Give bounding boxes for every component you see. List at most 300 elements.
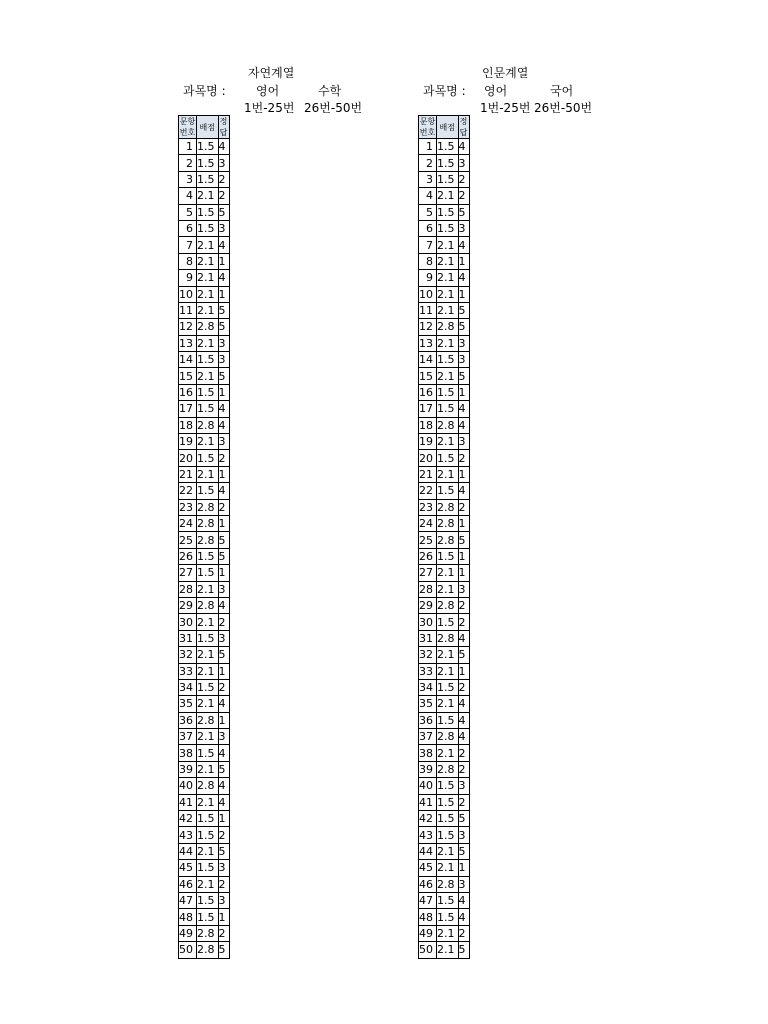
table-row	[179, 171, 230, 187]
question-number-cell: 20	[419, 450, 437, 466]
points-cell: 1.5	[437, 892, 459, 908]
question-number-cell: 20	[179, 450, 197, 466]
points-cell: 1.5	[197, 139, 219, 155]
points-cell: 2.8	[437, 630, 459, 646]
points-cell: 2.8	[197, 515, 219, 531]
question-number-cell: 32	[179, 647, 197, 663]
table-row	[179, 597, 230, 613]
question-number-cell: 14	[179, 352, 197, 368]
answer-cell: 2	[218, 450, 229, 466]
points-cell: 2.1	[437, 466, 459, 482]
points-cell: 1.5	[197, 548, 219, 564]
answer-cell: 2	[218, 925, 229, 941]
table-row	[179, 434, 230, 450]
answer-cell: 4	[218, 696, 229, 712]
table-row	[419, 876, 470, 892]
question-number-cell: 13	[179, 335, 197, 351]
table-row	[419, 171, 470, 187]
points-cell: 1.5	[437, 548, 459, 564]
points-cell: 2.1	[437, 942, 459, 958]
question-number-cell: 44	[179, 843, 197, 859]
question-number-cell: 12	[179, 319, 197, 335]
table-row	[419, 270, 470, 286]
answer-cell: 4	[458, 729, 469, 745]
table-row	[419, 302, 470, 318]
question-number-cell: 17	[419, 401, 437, 417]
answer-cell: 4	[458, 270, 469, 286]
table-row	[419, 565, 470, 581]
answer-cell: 4	[458, 909, 469, 925]
question-number-cell: 49	[179, 925, 197, 941]
question-number-cell: 34	[419, 679, 437, 695]
table-row	[419, 597, 470, 613]
table-row	[179, 515, 230, 531]
question-number-cell: 19	[179, 434, 197, 450]
points-cell: 2.8	[197, 942, 219, 958]
answer-cell: 5	[458, 319, 469, 335]
answer-cell: 3	[458, 220, 469, 236]
points-cell: 1.5	[197, 384, 219, 400]
question-number-cell: 50	[179, 942, 197, 958]
points-cell: 2.8	[197, 532, 219, 548]
points-cell: 1.5	[437, 778, 459, 794]
answer-cell: 4	[218, 139, 229, 155]
table-row	[179, 335, 230, 351]
question-number-cell: 11	[179, 302, 197, 318]
category-title: 자연계열	[248, 66, 295, 80]
question-number-cell: 31	[179, 630, 197, 646]
question-number-cell: 22	[419, 483, 437, 499]
table-row	[419, 712, 470, 728]
table-row	[419, 729, 470, 745]
question-number-cell: 49	[419, 925, 437, 941]
question-number-cell: 47	[179, 892, 197, 908]
answer-cell: 1	[218, 466, 229, 482]
question-number-cell: 26	[419, 548, 437, 564]
question-number-cell: 6	[419, 220, 437, 236]
points-cell: 2.1	[197, 696, 219, 712]
table-row	[179, 729, 230, 745]
table-row	[419, 368, 470, 384]
answer-cell: 2	[218, 679, 229, 695]
answer-cell: 3	[458, 434, 469, 450]
answer-cell: 4	[458, 483, 469, 499]
answer-cell: 5	[218, 761, 229, 777]
answer-cell: 1	[218, 909, 229, 925]
points-cell: 2.1	[437, 188, 459, 204]
answer-cell: 5	[458, 647, 469, 663]
answer-cell: 2	[458, 745, 469, 761]
table-row	[419, 417, 470, 433]
points-cell: 1.5	[437, 220, 459, 236]
question-number-cell: 8	[179, 253, 197, 269]
question-number-cell: 39	[419, 761, 437, 777]
table-row	[419, 188, 470, 204]
answer-cell: 3	[218, 581, 229, 597]
points-cell: 2.1	[437, 565, 459, 581]
answer-cell: 5	[218, 368, 229, 384]
question-number-cell: 36	[419, 712, 437, 728]
table-row	[179, 270, 230, 286]
table-row	[419, 892, 470, 908]
table-row	[179, 745, 230, 761]
question-number-cell: 23	[179, 499, 197, 515]
question-number-cell: 10	[179, 286, 197, 302]
question-number-cell: 46	[179, 876, 197, 892]
table-row	[179, 450, 230, 466]
question-number-cell: 46	[419, 876, 437, 892]
question-number-cell: 23	[419, 499, 437, 515]
points-cell: 1.5	[437, 155, 459, 171]
table-row	[179, 712, 230, 728]
question-number-cell: 12	[419, 319, 437, 335]
table-row	[419, 335, 470, 351]
table-row	[419, 499, 470, 515]
answer-cell: 3	[218, 892, 229, 908]
column-header: 문항번호	[179, 117, 196, 137]
answer-cell: 1	[458, 253, 469, 269]
table-row	[179, 417, 230, 433]
answer-cell: 3	[458, 335, 469, 351]
table-row	[419, 647, 470, 663]
answer-cell: 2	[458, 188, 469, 204]
table-row	[179, 942, 230, 958]
column-header: 정답	[459, 117, 468, 137]
answer-cell: 3	[458, 352, 469, 368]
table-row	[419, 155, 470, 171]
answer-cell: 1	[218, 565, 229, 581]
points-cell: 1.5	[197, 827, 219, 843]
question-number-cell: 37	[419, 729, 437, 745]
table-row	[179, 188, 230, 204]
table-row	[419, 532, 470, 548]
answer-table	[178, 115, 230, 959]
answer-cell: 4	[458, 237, 469, 253]
question-number-cell: 41	[419, 794, 437, 810]
subject-2: 국어	[550, 84, 574, 98]
points-cell: 2.1	[197, 729, 219, 745]
answer-cell: 5	[218, 843, 229, 859]
table-row	[179, 548, 230, 564]
points-cell: 2.8	[197, 778, 219, 794]
question-number-cell: 27	[179, 565, 197, 581]
question-number-cell: 16	[179, 384, 197, 400]
question-number-cell: 2	[179, 155, 197, 171]
answer-cell: 3	[218, 352, 229, 368]
table-row	[419, 679, 470, 695]
answer-cell: 4	[218, 778, 229, 794]
points-cell: 2.8	[437, 729, 459, 745]
table-row	[419, 483, 470, 499]
answer-cell: 2	[458, 499, 469, 515]
question-number-cell: 9	[179, 270, 197, 286]
points-cell: 2.8	[197, 417, 219, 433]
table-row	[419, 220, 470, 236]
table-row	[179, 778, 230, 794]
table-row	[419, 811, 470, 827]
answer-cell: 5	[218, 647, 229, 663]
points-cell: 1.5	[197, 352, 219, 368]
points-cell: 2.1	[437, 270, 459, 286]
points-cell: 1.5	[197, 450, 219, 466]
points-cell: 2.1	[197, 647, 219, 663]
answer-cell: 2	[458, 597, 469, 613]
points-cell: 2.1	[197, 368, 219, 384]
question-number-cell: 50	[419, 942, 437, 958]
points-cell: 2.1	[437, 696, 459, 712]
answer-cell: 2	[458, 925, 469, 941]
table-row	[419, 630, 470, 646]
question-number-cell: 40	[179, 778, 197, 794]
table-header-row	[179, 116, 230, 139]
points-cell: 2.1	[437, 286, 459, 302]
answer-cell: 4	[458, 417, 469, 433]
table-row	[419, 663, 470, 679]
points-cell: 2.1	[437, 925, 459, 941]
points-cell: 2.1	[437, 335, 459, 351]
points-cell: 1.5	[197, 679, 219, 695]
table-row	[179, 319, 230, 335]
question-number-cell: 35	[419, 696, 437, 712]
table-row	[179, 565, 230, 581]
question-number-cell: 22	[179, 483, 197, 499]
question-number-cell: 33	[179, 663, 197, 679]
answer-cell: 3	[218, 860, 229, 876]
answer-cell: 1	[218, 712, 229, 728]
answer-cell: 5	[218, 319, 229, 335]
answer-cell: 1	[218, 515, 229, 531]
question-number-cell: 6	[179, 220, 197, 236]
table-row	[179, 663, 230, 679]
answer-cell: 3	[218, 155, 229, 171]
answer-cell: 5	[458, 204, 469, 220]
table-row	[179, 630, 230, 646]
points-cell: 2.8	[437, 417, 459, 433]
answer-cell: 5	[458, 811, 469, 827]
answer-cell: 4	[458, 696, 469, 712]
answer-cell: 5	[218, 548, 229, 564]
question-number-cell: 9	[419, 270, 437, 286]
table-row	[419, 352, 470, 368]
question-number-cell: 35	[179, 696, 197, 712]
table-row	[179, 614, 230, 630]
question-number-cell: 30	[419, 614, 437, 630]
table-row	[419, 794, 470, 810]
question-number-cell: 42	[419, 811, 437, 827]
table-row	[419, 319, 470, 335]
question-number-cell: 41	[179, 794, 197, 810]
answer-cell: 2	[458, 761, 469, 777]
question-number-cell: 34	[179, 679, 197, 695]
points-cell: 1.5	[437, 794, 459, 810]
points-cell: 2.1	[197, 761, 219, 777]
table-row	[419, 466, 470, 482]
points-cell: 2.1	[437, 368, 459, 384]
points-cell: 2.8	[197, 925, 219, 941]
answer-cell: 4	[218, 483, 229, 499]
points-cell: 2.8	[197, 712, 219, 728]
table-row	[419, 434, 470, 450]
answer-cell: 3	[458, 876, 469, 892]
question-number-cell: 26	[179, 548, 197, 564]
answer-cell: 3	[458, 155, 469, 171]
points-cell: 2.1	[437, 663, 459, 679]
column-header: 정답	[219, 117, 228, 137]
table-row	[179, 286, 230, 302]
subject-2: 수학	[318, 84, 342, 98]
answer-cell: 3	[458, 827, 469, 843]
points-cell: 1.5	[197, 811, 219, 827]
points-cell: 2.8	[437, 597, 459, 613]
points-cell: 2.1	[197, 614, 219, 630]
points-cell: 1.5	[197, 565, 219, 581]
question-number-cell: 3	[419, 171, 437, 187]
question-number-cell: 25	[179, 532, 197, 548]
points-cell: 1.5	[197, 630, 219, 646]
answer-cell: 3	[458, 778, 469, 794]
points-cell: 2.1	[437, 647, 459, 663]
subject-1: 영어	[484, 84, 508, 98]
points-cell: 2.1	[197, 581, 219, 597]
answer-cell: 4	[218, 794, 229, 810]
question-number-cell: 2	[419, 155, 437, 171]
question-number-cell: 45	[419, 860, 437, 876]
question-number-cell: 7	[179, 237, 197, 253]
question-number-cell: 38	[419, 745, 437, 761]
table-row	[419, 860, 470, 876]
question-number-cell: 36	[179, 712, 197, 728]
points-cell: 2.8	[437, 499, 459, 515]
answer-cell: 4	[218, 401, 229, 417]
table-row	[419, 384, 470, 400]
points-cell: 2.1	[197, 434, 219, 450]
answer-cell: 4	[458, 139, 469, 155]
points-cell: 2.1	[197, 302, 219, 318]
table-row	[179, 679, 230, 695]
question-number-cell: 48	[419, 909, 437, 925]
answer-cell: 2	[218, 171, 229, 187]
table-row	[179, 843, 230, 859]
subject-1: 영어	[256, 84, 280, 98]
answer-cell: 5	[218, 532, 229, 548]
answer-cell: 1	[458, 565, 469, 581]
table-row	[419, 450, 470, 466]
points-cell: 1.5	[197, 220, 219, 236]
question-number-cell: 40	[419, 778, 437, 794]
question-number-cell: 27	[419, 565, 437, 581]
points-cell: 1.5	[437, 204, 459, 220]
table-row	[419, 696, 470, 712]
table-row	[179, 892, 230, 908]
points-cell: 2.1	[197, 237, 219, 253]
range-2: 26번-50번	[304, 101, 363, 115]
table-row	[419, 827, 470, 843]
points-cell: 2.1	[437, 302, 459, 318]
question-number-cell: 39	[179, 761, 197, 777]
question-number-cell: 44	[419, 843, 437, 859]
answer-cell: 2	[218, 827, 229, 843]
answer-cell: 5	[218, 302, 229, 318]
table-row	[419, 942, 470, 958]
answer-cell: 3	[218, 335, 229, 351]
table-row	[419, 286, 470, 302]
points-cell: 1.5	[437, 483, 459, 499]
subject-label: 과목명 :	[423, 84, 466, 98]
answer-cell: 1	[458, 548, 469, 564]
column-header: 배점	[437, 116, 459, 139]
question-number-cell: 37	[179, 729, 197, 745]
question-number-cell: 16	[419, 384, 437, 400]
table-row	[419, 548, 470, 564]
question-number-cell: 43	[179, 827, 197, 843]
question-number-cell: 18	[179, 417, 197, 433]
subject-label: 과목명 :	[183, 84, 226, 98]
points-cell: 2.1	[437, 843, 459, 859]
answer-cell: 4	[218, 745, 229, 761]
question-number-cell: 29	[419, 597, 437, 613]
table-row	[179, 794, 230, 810]
points-cell: 1.5	[197, 204, 219, 220]
answer-cell: 4	[458, 892, 469, 908]
answer-cell: 1	[458, 515, 469, 531]
category-title: 인문계열	[482, 66, 529, 80]
answer-cell: 1	[218, 811, 229, 827]
question-number-cell: 24	[179, 515, 197, 531]
question-number-cell: 28	[179, 581, 197, 597]
table-row	[179, 204, 230, 220]
question-number-cell: 18	[419, 417, 437, 433]
table-row	[419, 745, 470, 761]
points-cell: 1.5	[437, 679, 459, 695]
answer-cell: 2	[218, 188, 229, 204]
table-row	[419, 139, 470, 155]
question-number-cell: 31	[419, 630, 437, 646]
points-cell: 1.5	[197, 909, 219, 925]
question-number-cell: 15	[179, 368, 197, 384]
answer-cell: 4	[218, 270, 229, 286]
answer-cell: 5	[458, 843, 469, 859]
table-row	[179, 155, 230, 171]
table-row	[179, 466, 230, 482]
question-number-cell: 14	[419, 352, 437, 368]
points-cell: 2.1	[437, 860, 459, 876]
column-header: 배점	[197, 116, 219, 139]
points-cell: 1.5	[197, 745, 219, 761]
answer-cell: 1	[218, 663, 229, 679]
table-row	[419, 778, 470, 794]
points-cell: 2.8	[437, 515, 459, 531]
points-cell: 2.1	[197, 253, 219, 269]
points-cell: 2.8	[437, 319, 459, 335]
table-row	[179, 253, 230, 269]
table-row	[179, 647, 230, 663]
range-2: 26번-50번	[534, 101, 593, 115]
points-cell: 1.5	[437, 614, 459, 630]
table-row	[179, 827, 230, 843]
points-cell: 2.8	[437, 876, 459, 892]
points-cell: 2.1	[437, 237, 459, 253]
points-cell: 2.1	[197, 188, 219, 204]
answer-cell: 4	[458, 712, 469, 728]
answer-cell: 1	[218, 384, 229, 400]
table-row	[179, 401, 230, 417]
points-cell: 2.1	[437, 253, 459, 269]
answer-cell: 5	[218, 942, 229, 958]
answer-cell: 3	[458, 581, 469, 597]
table-row	[179, 499, 230, 515]
table-row	[179, 384, 230, 400]
points-cell: 2.1	[197, 876, 219, 892]
